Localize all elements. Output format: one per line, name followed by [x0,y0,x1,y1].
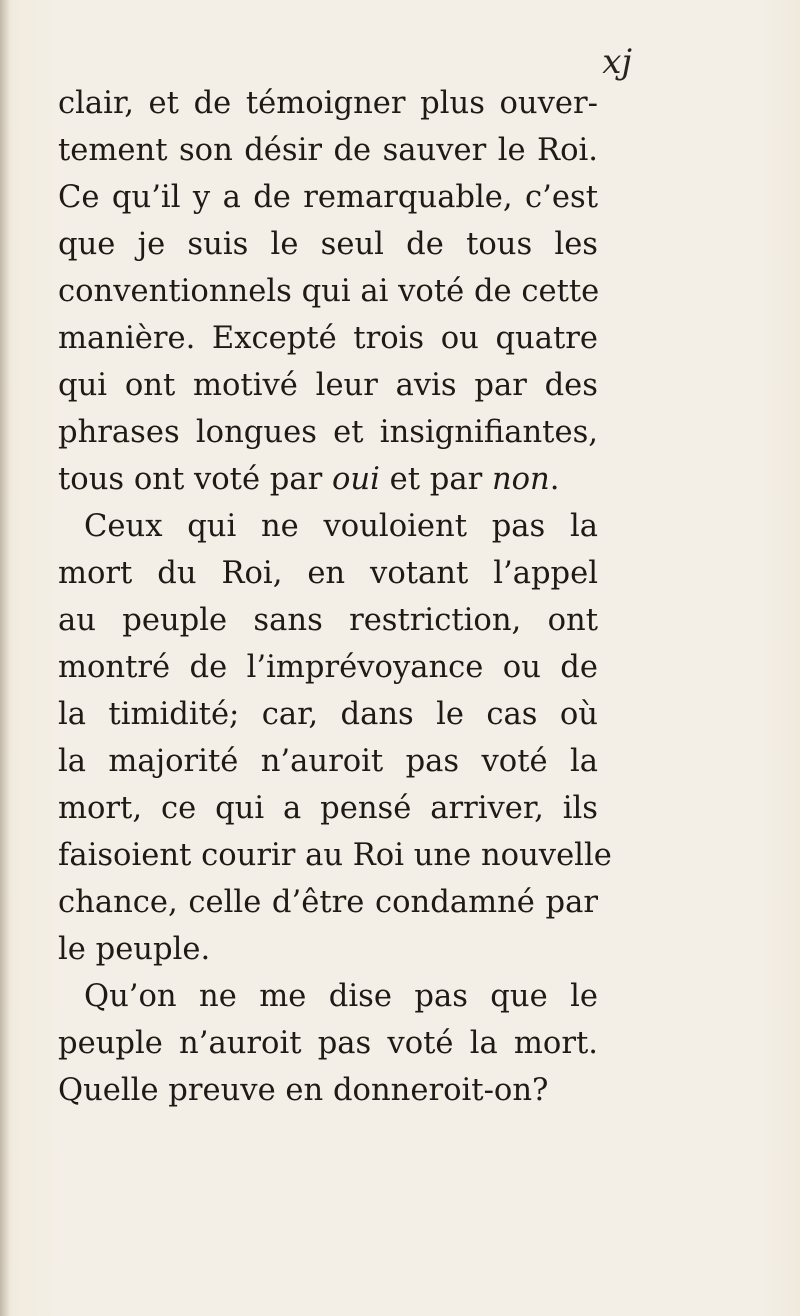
text-line: peuple n’auroit pas voté la mort. [58,1026,598,1061]
text-line: faisoient courir au Roi une nouvelle [58,838,612,873]
page-folio: xj [602,42,632,82]
text-line: qui ont motivé leur avis par des [58,368,598,403]
text-line: manière. Excepté trois ou quatre [58,321,598,356]
text-line: chance, celle d’être condamné par [58,885,598,920]
text-segment: tous ont voté par [58,462,332,497]
text-line: la majorité n’auroit pas voté la [58,744,598,779]
text-line: tement son désir de sauver le Roi. [58,133,598,168]
paragraph-start-line: Qu’on ne me dise pas que le [84,979,598,1014]
text-line: mort du Roi, en votant l’appel [58,556,598,591]
text-line: au peuple sans restriction, ont [58,603,598,638]
body-text [58,80,612,1114]
text-line: clair, et de témoigner plus ouver- [58,86,598,121]
binding-shadow [0,0,10,1316]
italic-word-oui: oui [331,462,380,497]
paragraph-start-line: Ceux qui ne vouloient pas la [84,509,598,544]
text-line: Ce qu’il y a de remarquable, c’est [58,180,598,215]
italic-word-non: non [491,462,550,497]
text-line: conventionnels qui ai voté de cette [58,274,600,309]
text-segment: . [549,462,560,497]
text-line: que je suis le seul de tous les [58,227,598,262]
text-line: le peuple. [58,932,211,967]
text-line: phrases longues et insignifiantes, [58,415,598,450]
text-segment: et par [379,462,492,497]
text-line: la timidité; car, dans le cas où [58,697,598,732]
text-line: montré de l’imprévoyance ou de [58,650,598,685]
text-line-with-italics [58,456,598,503]
text-line: mort, ce qui a pensé arriver, ils [58,791,598,826]
text-line: Quelle preuve en donneroit-on? [58,1073,549,1108]
